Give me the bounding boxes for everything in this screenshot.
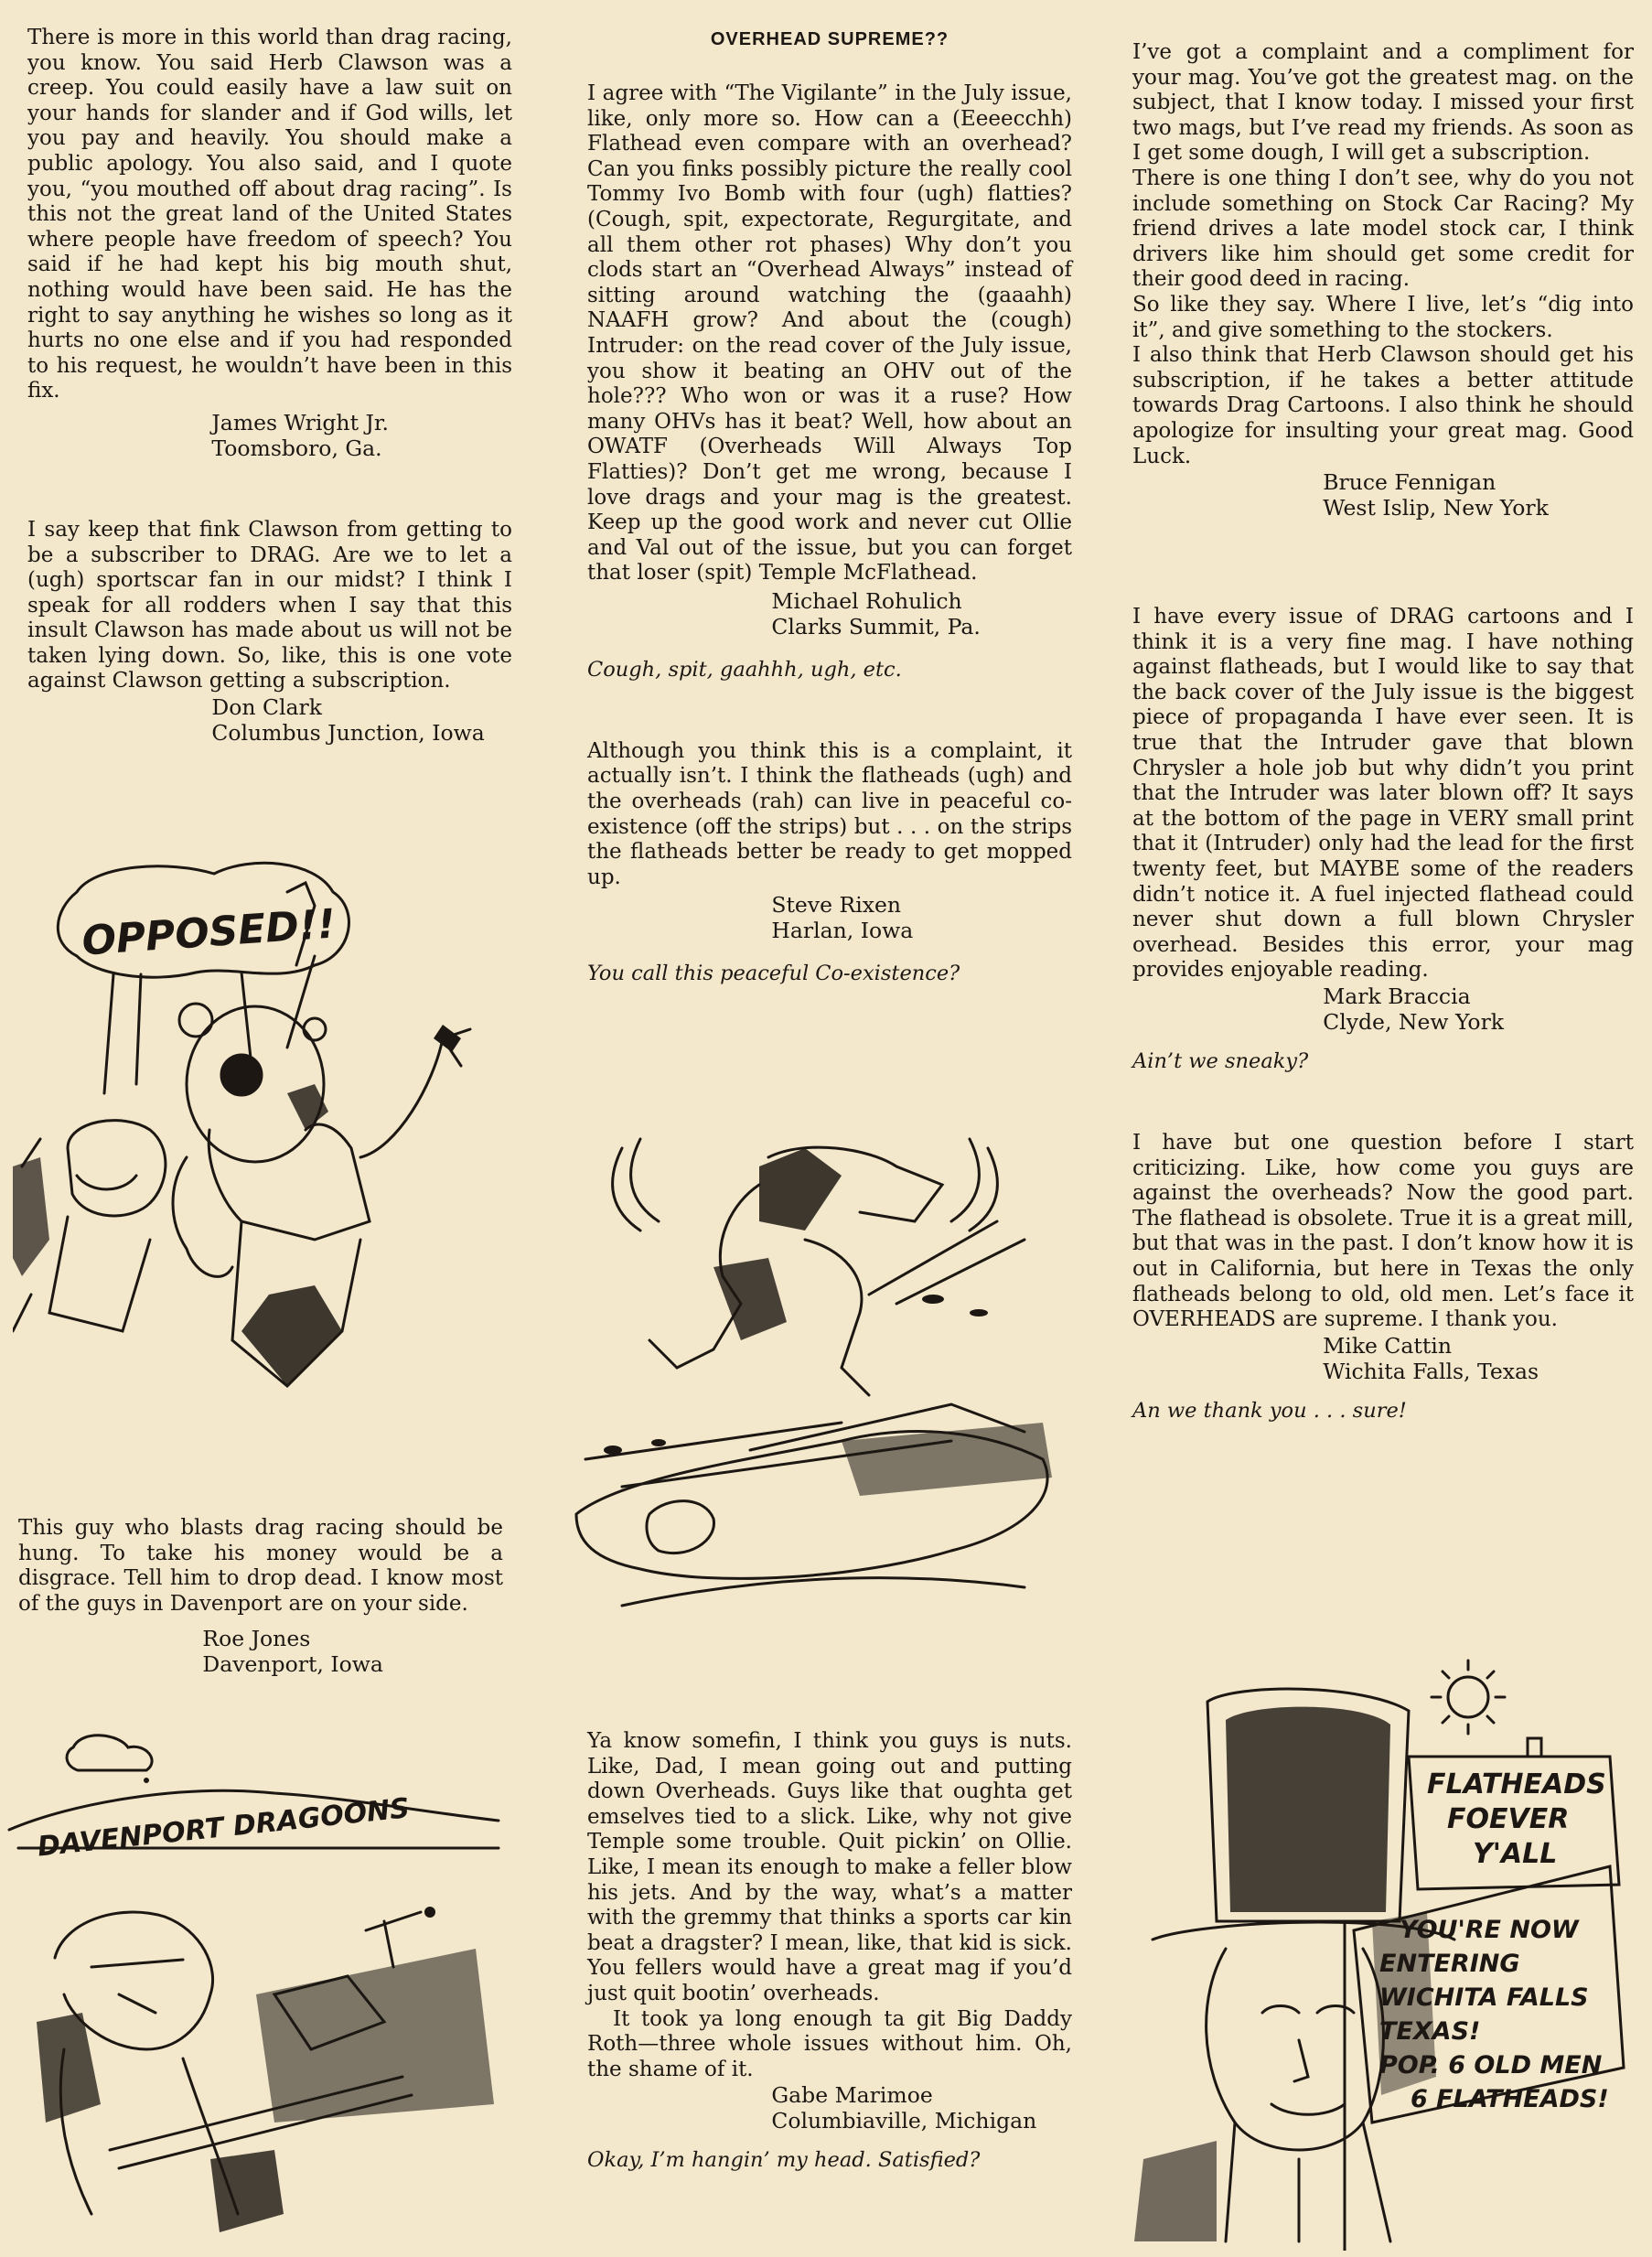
- letter-text: I have but one question before I start criticizing. Like, how come you guys are against the overheads? Now the good part. The flathead is obsolete. True it is a great mill, but that was in the past. I don’t know how it is out in California, but here in Texas the only flatheads belong to old, old men. Let’s face it OVERHEADS are supreme. I thank you.: [1132, 1131, 1634, 1332]
- sign-line-3: WICHITA FALLS: [1379, 1983, 1589, 2012]
- signature-place: Columbiaville, Michigan: [771, 2108, 1037, 2134]
- signature: [587, 588, 1072, 639]
- column-middle-lower: [587, 1729, 1072, 2173]
- signature: [587, 2082, 1072, 2133]
- cartoon-caption-opposed: OPPOSED!!: [80, 900, 338, 965]
- editor-reply: An we thank you . . . sure!: [1132, 1398, 1407, 1423]
- column-left-lower: [18, 1516, 503, 1677]
- signature-place: Wichita Falls, Texas: [1323, 1358, 1539, 1384]
- letter-text: So like they say. Where I live, let’s “dig into it”, and give something to the stockers.: [1132, 292, 1634, 342]
- signature: [587, 892, 1072, 943]
- signature: [1132, 1333, 1634, 1384]
- signature-place: Clyde, New York: [1323, 1009, 1505, 1035]
- letter-mark-braccia: [1132, 605, 1634, 1074]
- signature-name: Steve Rixen: [771, 892, 901, 919]
- editor-reply: You call this peaceful Co-existence?: [587, 962, 960, 986]
- cartoon-wichita-drawing: [1125, 1647, 1637, 2251]
- sign-line-6: 6 FLATHEADS!: [1411, 2085, 1609, 2113]
- column-middle: [587, 26, 1072, 986]
- letter-text: I say keep that fink Clawson from getting to be a subscriber to DRAG. Are we to let a (ugh) sportscar fan in our midst? I think I speak for all rodders when I say that this insult Clawson has made about us will not be taken lying down. So, like, this is one vote against Clawson getting a subscription.: [27, 517, 512, 693]
- sign-line-2: ENTERING: [1379, 1950, 1520, 1978]
- letter-gabe-marimoe: [587, 1729, 1072, 2173]
- letter-text: It took ya long enough ta git Big Daddy Roth—three whole issues without him. Oh, the shame of it.: [587, 2006, 1072, 2081]
- signature-name: James Wright Jr.: [211, 409, 390, 435]
- signature-name: Michael Rohulich: [771, 587, 962, 614]
- sign-line-1: YOU'RE NOW: [1400, 1916, 1579, 1944]
- signature: [27, 694, 512, 746]
- sign-line-5: POP. 6 OLD MEN: [1379, 2051, 1603, 2080]
- letter-text: Although you think this is a complaint, it actually isn’t. I think the flatheads (ugh) and the overheads (rah) can live in peaceful co-existence (off the strips) but . . . on the strips the flatheads better be ready to get mopped up.: [587, 738, 1072, 889]
- editor-reply: Okay, I’m hangin’ my head. Satisfied?: [587, 2148, 981, 2173]
- signature-name: Don Clark: [211, 694, 322, 721]
- cartoon-dragoons-drawing: [0, 1720, 512, 2251]
- letter-text: Ya know somefin, I think you guys is nuts. Like, Dad, I mean going out and putting down Overheads. Guys like that oughta get emselves tied to a slick. Like, why not give Temple some trouble. Quit pickin’ on Ollie. Like, I mean its enough to make a feller blow his jets. And by the way, what’s a matter with the gremmy that thinks a sports car kin beat a dragster? I mean, like, that kid is sick. You fellers would have a great mag if you’d just quit bootin’ overheads.: [587, 1729, 1072, 2005]
- cartoon-wichita-falls: [1125, 1647, 1637, 2251]
- letter-text: I also think that Herb Clawson should get his subscription, if he takes a better attitude towards Drag Cartoons. I also think he should apologize for insulting your great mag. Good Luck.: [1132, 343, 1634, 468]
- letter-steve-rixen: [587, 739, 1072, 987]
- signature-name: Gabe Marimoe: [771, 2082, 933, 2109]
- signature-name: Roe Jones: [202, 1626, 311, 1652]
- signature: [1132, 469, 1634, 521]
- signature-place: Columbus Junction, Iowa: [211, 720, 485, 747]
- signature: [18, 1626, 503, 1677]
- signature-place: West Islip, New York: [1323, 495, 1549, 521]
- letter-james-wright: [27, 26, 512, 461]
- cartoon-racer: [567, 1130, 1079, 1661]
- cartoon-opposed: [13, 855, 507, 1496]
- letter-michael-rohulich: [587, 81, 1072, 682]
- signature-place: Toomsboro, Ga.: [211, 435, 382, 461]
- signature: [27, 410, 512, 461]
- letter-text: I’ve got a complaint and a compliment for your mag. You’ve got the greatest mag. on the subject, that I know today. I missed your first two mags, but I’ve read my friends. As soon as I get some dough, I will get a subscription.: [1132, 40, 1634, 166]
- letter-text: There is more in this world than drag racing, you know. You said Herb Clawson was a creep. You could easily have a law suit on your hands for slander and if God wills, let you pay and heavily. You should make a public apology. You also said, and I quote you, “you mouthed off about drag racing”. Is this not the great land of the United States where people have freedom of speech? You said if he had kept his big mouth shut, nothing would have been said. He has the right to say anything he wishes so long as it hurts no one else and if you had responded to his request, he wouldn’t have been in this fix.: [27, 26, 512, 403]
- editor-reply: Cough, spit, gaahhh, ugh, etc.: [587, 657, 902, 682]
- signpost-line-2: FOEVER: [1447, 1803, 1570, 1835]
- signature: [1132, 983, 1634, 1035]
- letter-roe-jones: [18, 1516, 503, 1677]
- signature-name: Bruce Fennigan: [1323, 469, 1496, 496]
- signpost-line-1: FLATHEADS: [1427, 1768, 1606, 1800]
- letter-bruce-fennigan: [1132, 40, 1634, 521]
- page-heading: OVERHEAD SUPREME??: [710, 29, 949, 49]
- letter-text: I agree with “The Vigilante” in the July issue, like, only more so. How can a (Eeeecchh) Flathead even compare with an overhead? Can you finks possibly picture the really cool Tommy Ivo Bomb with four (ugh) flatties? (Cough, spit, expectorate, Regurgitate, and all them other rot phases) Why don’t you clods start an “Overhead Always” instead of sitting around watching the (gaaahh) NAAFH grow? And about the (cough) Intruder: on the read cover of the July issue, you show it beating an OHV out of the hole??? Who won or was it a ruse? How many OHVs has it beat? Well, how about an OWATF (Overheads Will Always Top Flatties)? Don’t get me wrong, because I love drags and your mag is the greatest. Keep up the good work and never cut Ollie and Val out of the issue, but you can forget that loser (spit) Temple McFlathead.: [587, 81, 1072, 586]
- letter-mike-cattin: [1132, 1131, 1634, 1424]
- cartoon-racer-drawing: [567, 1130, 1079, 1661]
- editor-reply: Ain’t we sneaky?: [1132, 1049, 1309, 1073]
- signature-place: Harlan, Iowa: [771, 918, 914, 944]
- letter-don-clark: [27, 518, 512, 746]
- cartoon-caption-dragoons: DAVENPORT DRAGOONS: [36, 1792, 412, 1864]
- letter-text: I have every issue of DRAG cartoons and I think it is a very fine mag. I have nothing against flatheads, but I would like to say that the back cover of the July issue is the biggest piece of propaganda I have ever seen. It is true that the Intruder gave that blown Chrysler a hole job but why didn’t you print that the Intruder was later blown off? It says at the bottom of the page in VERY small print that it (Intruder) only had the lead for the first twenty feet, but MAYBE some of the readers didn’t notice it. A fuel injected flathead could never shut down a full blown Chrysler overhead. Besides this error, your mag provides enjoyable reading.: [1132, 605, 1634, 983]
- cartoon-opposed-drawing: [13, 855, 507, 1496]
- signature-place: Davenport, Iowa: [202, 1651, 383, 1678]
- letter-text: There is one thing I don’t see, why do you not include something on Stock Car Racing? My friend drives a late model stock car, I think drivers like him should get some credit for their good deed in racing.: [1132, 166, 1634, 292]
- letter-text: This guy who blasts drag racing should be hung. To take his money would be a disgrace. Tell him to drop dead. I know most of the guys in Davenport are on your side.: [18, 1516, 503, 1616]
- sign-line-4: TEXAS!: [1379, 2017, 1481, 2046]
- signature-place: Clarks Summit, Pa.: [771, 613, 981, 639]
- column-right: [1132, 40, 1634, 1424]
- column-left: [27, 26, 512, 746]
- cartoon-davenport-dragoons: [0, 1720, 512, 2251]
- signpost-line-3: Y'ALL: [1473, 1838, 1558, 1870]
- signature-name: Mike Cattin: [1323, 1332, 1452, 1359]
- signature-name: Mark Braccia: [1323, 983, 1471, 1009]
